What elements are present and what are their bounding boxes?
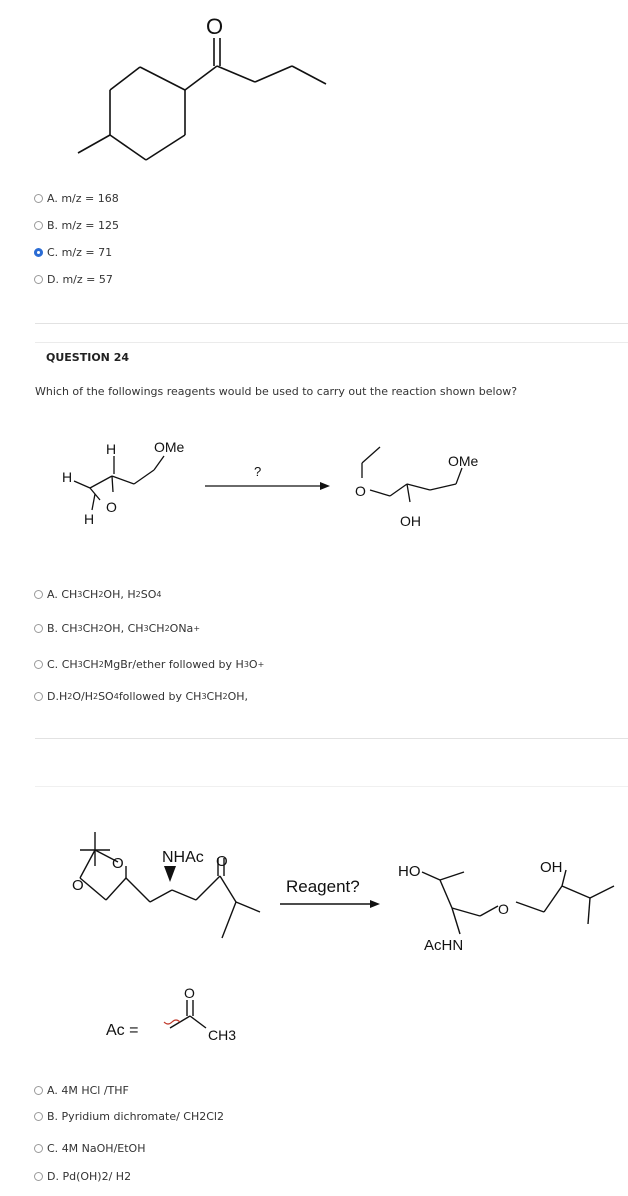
- radio-icon[interactable]: [34, 624, 43, 633]
- product-label-ho: HO: [398, 863, 421, 880]
- radio-icon[interactable]: [34, 590, 43, 599]
- q23-option-c[interactable]: [34, 246, 112, 259]
- radio-icon[interactable]: [34, 221, 43, 230]
- q23-option-d[interactable]: [34, 273, 113, 286]
- divider: [35, 786, 628, 787]
- q25-option-a-letter: A.: [47, 1084, 58, 1097]
- q24-option-c-letter: C.: [47, 658, 59, 671]
- radio-icon[interactable]: [34, 275, 43, 284]
- reactant-label-ome: OMe: [154, 439, 185, 455]
- divider: [35, 738, 628, 739]
- q24-option-b[interactable]: B. CH 3 CH 2 OH, CH 3 CH 2 O Na +: [34, 622, 200, 635]
- ac-definition-label: Ac =: [106, 1022, 139, 1039]
- q23-option-b-label: B. m/z = 125: [47, 219, 119, 232]
- question-24-title: QUESTION 24: [46, 351, 130, 364]
- arrow-label: ?: [254, 464, 262, 479]
- q25-option-c-letter: C.: [47, 1142, 59, 1155]
- q25-option-b[interactable]: [34, 1110, 224, 1123]
- q25-option-d[interactable]: [34, 1170, 131, 1183]
- product-label-oh: OH: [540, 859, 563, 876]
- q24-option-d[interactable]: D. H 2 O/H 2 SO 4 followed by CH 3 CH 2 OH,: [34, 690, 248, 703]
- divider: [35, 323, 628, 324]
- acetyl-structure: [160, 984, 260, 1054]
- q25-option-a-text: 4M HCl /THF: [61, 1084, 129, 1097]
- q24-reaction-scheme: [50, 430, 500, 540]
- q24-option-d-letter: D.: [47, 690, 59, 703]
- radio-icon[interactable]: [34, 1172, 43, 1181]
- q24-option-c[interactable]: C. CH 3 CH 2 MgBr/ether followed by H 3 O +: [34, 658, 264, 671]
- product-label-ome: OMe: [448, 453, 479, 469]
- q25-option-b-letter: B.: [47, 1110, 59, 1123]
- q25-option-a[interactable]: [34, 1084, 129, 1097]
- radio-icon[interactable]: [34, 1112, 43, 1121]
- q25-option-b-text: Pyridium dichromate/ CH2Cl2: [61, 1110, 224, 1123]
- q23-option-b[interactable]: [34, 219, 119, 232]
- q25-option-d-text: Pd(OH)2/ H2: [62, 1170, 132, 1183]
- reactant-label-o: O: [216, 853, 228, 870]
- q24-option-a[interactable]: A. CH 3 CH 2 OH, H 2 SO 4: [34, 588, 161, 601]
- acetyl-ch3-label: CH3: [208, 1027, 237, 1043]
- radio-selected-icon[interactable]: [34, 248, 43, 257]
- reactant-label-o: O: [112, 855, 124, 872]
- radio-icon[interactable]: [34, 660, 43, 669]
- radio-icon[interactable]: [34, 1144, 43, 1153]
- q25-option-c[interactable]: [34, 1142, 145, 1155]
- reactant-label-nhac: NHAc: [162, 849, 204, 866]
- product-label-o: O: [355, 483, 366, 499]
- reactant-label-h: H: [84, 511, 95, 527]
- q23-option-a-label: A. m/z = 168: [47, 192, 119, 205]
- reactant-label-h: H: [62, 469, 73, 485]
- radio-icon[interactable]: [34, 1086, 43, 1095]
- q23-option-a[interactable]: [34, 192, 119, 205]
- arrow-label: Reagent?: [286, 877, 360, 896]
- q25-reaction-scheme: [40, 820, 628, 970]
- product-label-achn: AcHN: [424, 937, 464, 954]
- ketone-structure: [60, 0, 350, 170]
- radio-icon[interactable]: [34, 692, 43, 701]
- product-label-o: O: [498, 901, 509, 917]
- product-label-oh: OH: [400, 513, 421, 529]
- q25-option-c-text: 4M NaOH/EtOH: [61, 1142, 146, 1155]
- q24-option-a-letter: A.: [47, 588, 58, 601]
- radio-icon[interactable]: [34, 194, 43, 203]
- q24-option-b-letter: B.: [47, 622, 59, 635]
- svg-text:O: O: [184, 985, 195, 1001]
- question-24-prompt: Which of the followings reagents would be used to carry out the reaction shown below?: [35, 385, 518, 398]
- q23-option-d-label: D. m/z = 57: [47, 273, 113, 286]
- reactant-label-o: O: [106, 499, 117, 515]
- reactant-label-h: H: [106, 441, 117, 457]
- divider: [35, 342, 628, 343]
- reactant-label-o: O: [72, 877, 84, 894]
- q23-option-c-label: C. m/z = 71: [47, 246, 113, 259]
- q25-option-d-letter: D.: [47, 1170, 59, 1183]
- svg-text:O: O: [206, 14, 224, 39]
